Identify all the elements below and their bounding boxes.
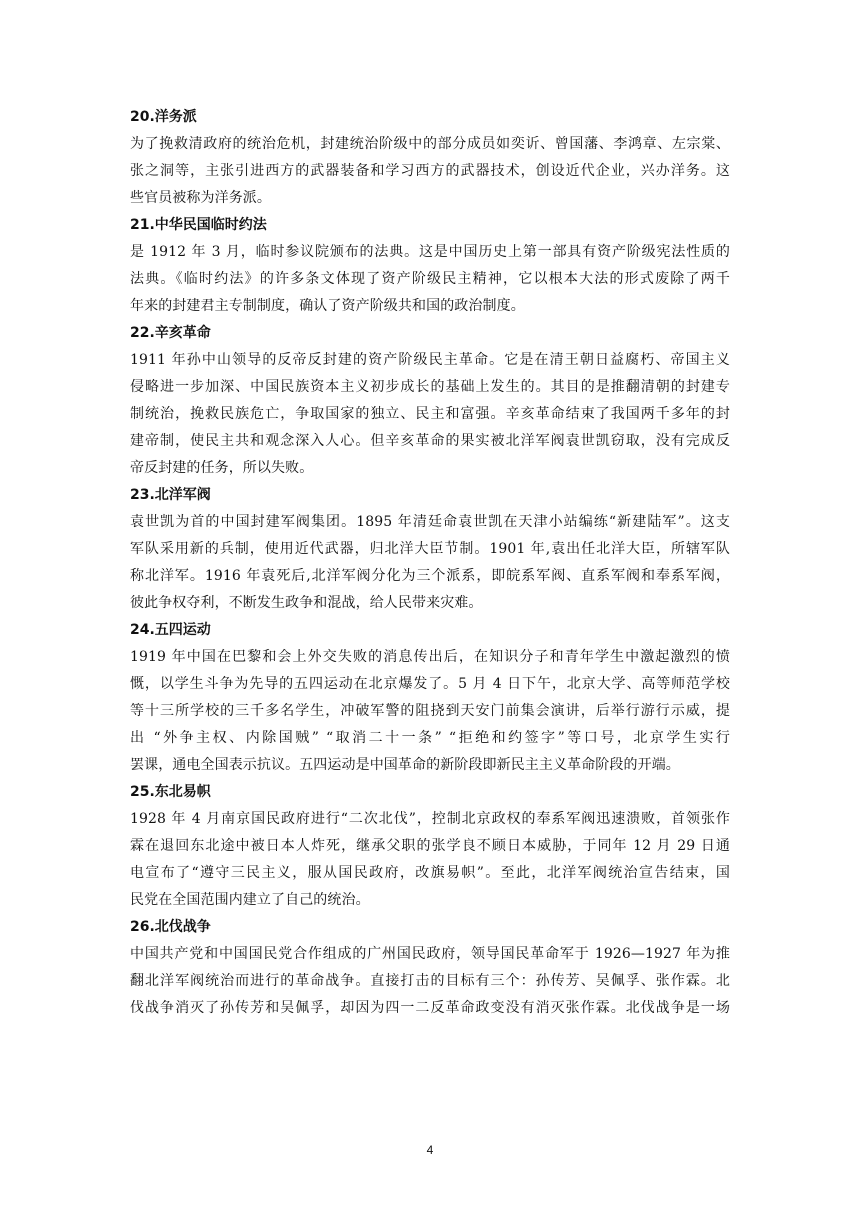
entry-line: 慨，以学生斗争为先导的五四运动在北京爆发了。5 月 4 日下午，北京大学、高等师范学校 [130, 676, 730, 692]
entry-line: 伐战争消灭了孙传芳和吴佩孚，却因为四一二反革命政变没有消灭张作霖。北伐战争是一场 [130, 1000, 730, 1016]
entry-line: 霖在退回东北途中被日本人炸死，继承父职的张学良不顾日本威胁，于同年 12 月 29 日通 [130, 838, 730, 854]
entry-26 [130, 914, 730, 1022]
entry-title: 26.北伐战争 [130, 919, 211, 935]
entry-line: 1919 年中国在巴黎和会上外交失败的消息传出后，在知识分子和青年学生中激起激烈的愤 [130, 649, 730, 665]
entry-line: 民党在全国范围内建立了自己的统治。 [130, 892, 370, 908]
entry-21 [130, 212, 730, 320]
entry-title: 24.五四运动 [130, 622, 211, 638]
entry-line: 电宣布了“遵守三民主义，服从国民政府，改旗易帜”。至此，北洋军阀统治宣告结束，国 [130, 865, 730, 881]
entry-line: 等十三所学校的三千多名学生，冲破军警的阻挠到天安门前集会演讲，后举行游行示威，提 [130, 703, 730, 719]
entry-23 [130, 482, 730, 617]
entry-line: 称北洋军。1916 年袁死后,北洋军阀分化为三个派系，即皖系军阀、直系军阀和奉系军阀， [130, 568, 730, 584]
entry-title: 22.辛亥革命 [130, 325, 211, 341]
entry-24 [130, 617, 730, 779]
entry-line: 翻北洋军阀统治而进行的革命战争。直接打击的目标有三个：孙传芳、吴佩孚、张作霖。北 [130, 973, 730, 989]
entry-line: 1911 年孙中山领导的反帝反封建的资产阶级民主革命。它是在清王朝日益腐朽、帝国主义 [130, 352, 730, 368]
entry-title: 20.洋务派 [130, 109, 197, 125]
page-number: 4 [426, 1143, 434, 1157]
entry-line: 袁世凯为首的中国封建军阀集团。1895 年清廷命袁世凯在天津小站编练“新建陆军”。这支 [130, 514, 730, 530]
entry-line: 中国共产党和中国国民党合作组成的广州国民政府，领导国民革命军于 1926—1927 年为推 [130, 946, 730, 962]
entry-title: 21.中华民国临时约法 [130, 217, 267, 233]
entry-line: 些官员被称为洋务派。 [130, 190, 271, 206]
entry-line: 法典。《临时约法》的许多条文体现了资产阶级民主精神，它以根本大法的形式废除了两千 [130, 271, 730, 287]
entry-20 [130, 104, 730, 212]
entry-line: 侵略进一步加深、中国民族资本主义初步成长的基础上发生的。其目的是推翻清朝的封建专 [130, 379, 730, 395]
entry-line: 1928 年 4 月南京国民政府进行“二次北伐”，控制北京政权的奉系军阀迅速溃败，首领张作 [130, 811, 730, 827]
entry-22 [130, 320, 730, 482]
entry-line: 为了挽救清政府的统治危机，封建统治阶级中的部分成员如奕䜣、曾国藩、李鸿章、左宗棠、 [130, 136, 730, 152]
entry-line: 罢课，通电全国表示抗议。五四运动是中国革命的新阶段即新民主主义革命阶段的开端。 [130, 757, 680, 773]
entry-line: 张之洞等，主张引进西方的武器装备和学习西方的武器技术，创设近代企业，兴办洋务。这 [130, 163, 730, 179]
entry-title: 23.北洋军阀 [130, 487, 211, 503]
entry-line: 帝反封建的任务，所以失败。 [130, 460, 314, 476]
entry-line: 年来的封建君主专制制度，确认了资产阶级共和国的政治制度。 [130, 298, 525, 314]
entry-line: 是 1912 年 3 月，临时参议院颁布的法典。这是中国历史上第一部具有资产阶级宪法性质的 [130, 244, 730, 260]
entry-line: 建帝制，使民主共和观念深入人心。但辛亥革命的果实被北洋军阀袁世凯窃取，没有完成反 [130, 433, 730, 449]
entry-line: 军队采用新的兵制，使用近代武器，归北洋大臣节制。1901 年,袁出任北洋大臣，所辖军队 [130, 541, 730, 557]
document-body [130, 104, 730, 1022]
entry-title: 25.东北易帜 [130, 784, 211, 800]
entry-25 [130, 779, 730, 914]
entry-line: 彼此争权夺利，不断发生政争和混战，给人民带来灾难。 [130, 595, 483, 611]
entry-line: 制统治，挽救民族危亡，争取国家的独立、民主和富强。辛亥革命结束了我国两千多年的封 [130, 406, 730, 422]
entry-line: 出 “外争主权、内除国贼” “取消二十一条” “拒绝和约签字”等口号，北京学生实行 [130, 730, 730, 746]
